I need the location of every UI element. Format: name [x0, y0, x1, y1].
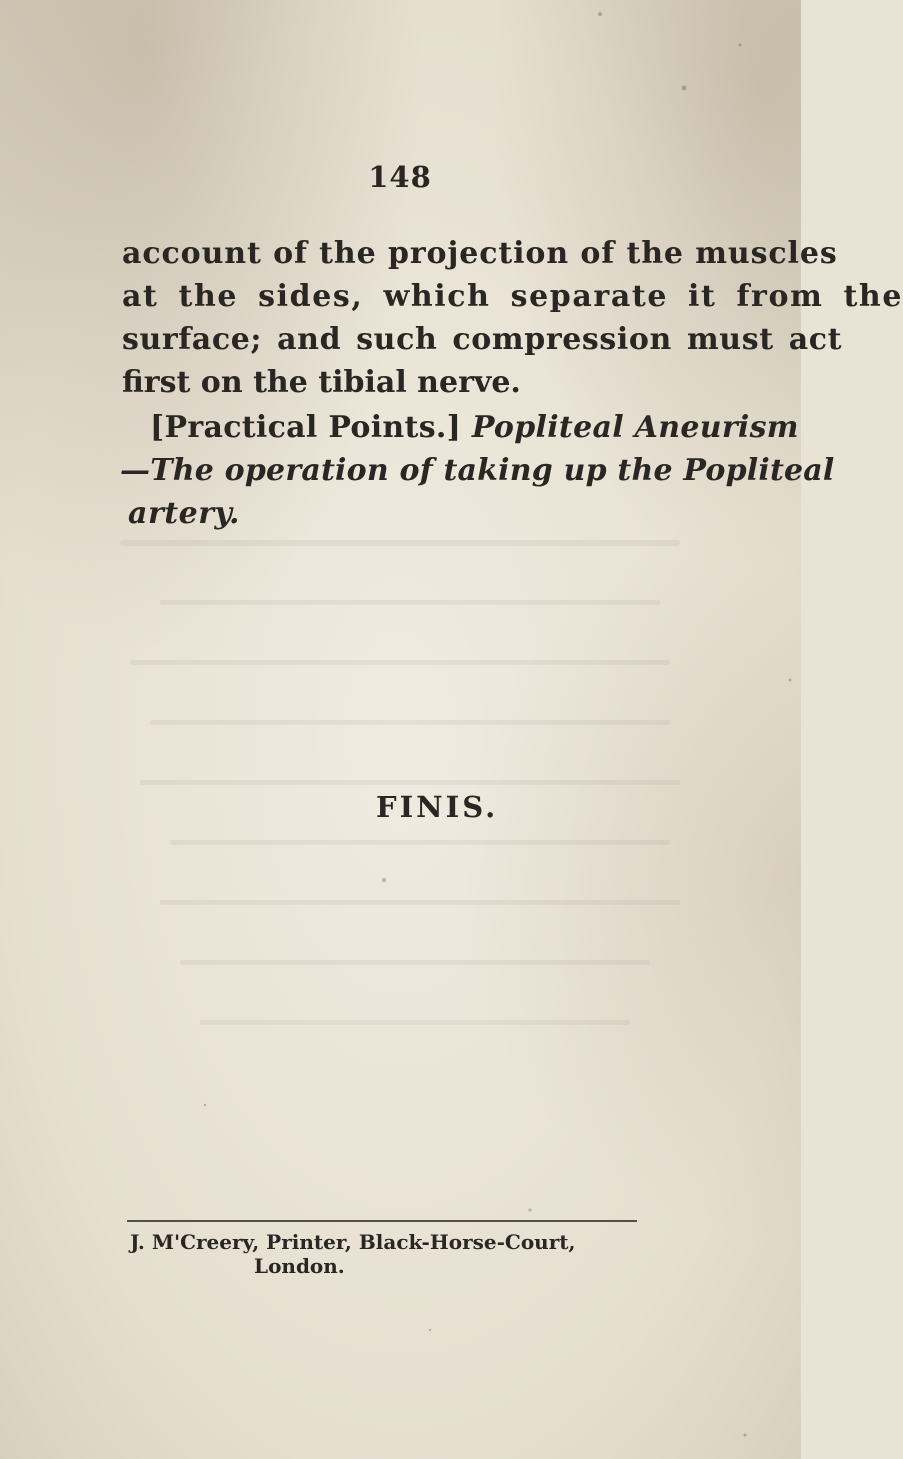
- italic-line-2: artery.: [128, 496, 240, 531]
- popliteal-aneurism-heading: Popliteal Aneurism: [471, 410, 799, 445]
- page-number: 148: [368, 160, 432, 194]
- text-line-2: at the sides, which separate it from the: [122, 279, 903, 314]
- imprint-rule: [127, 1220, 637, 1222]
- text-line-4: first on the tibial nerve.: [122, 365, 521, 400]
- printer-imprint: J. M'Creery, Printer, Black-Horse-Court,: [130, 1230, 576, 1254]
- italic-line-1: —The operation of taking up the Popliteal: [120, 453, 835, 488]
- text-line-1: account of the projection of the muscles: [122, 236, 838, 271]
- practical-points-line: [150, 410, 799, 445]
- imprint-place: London.: [254, 1254, 345, 1278]
- finis-text: FINIS.: [376, 790, 499, 824]
- text-line-3: surface; and such compression must act: [122, 322, 843, 357]
- practical-points-bracket: [Practical Points.]: [150, 410, 462, 445]
